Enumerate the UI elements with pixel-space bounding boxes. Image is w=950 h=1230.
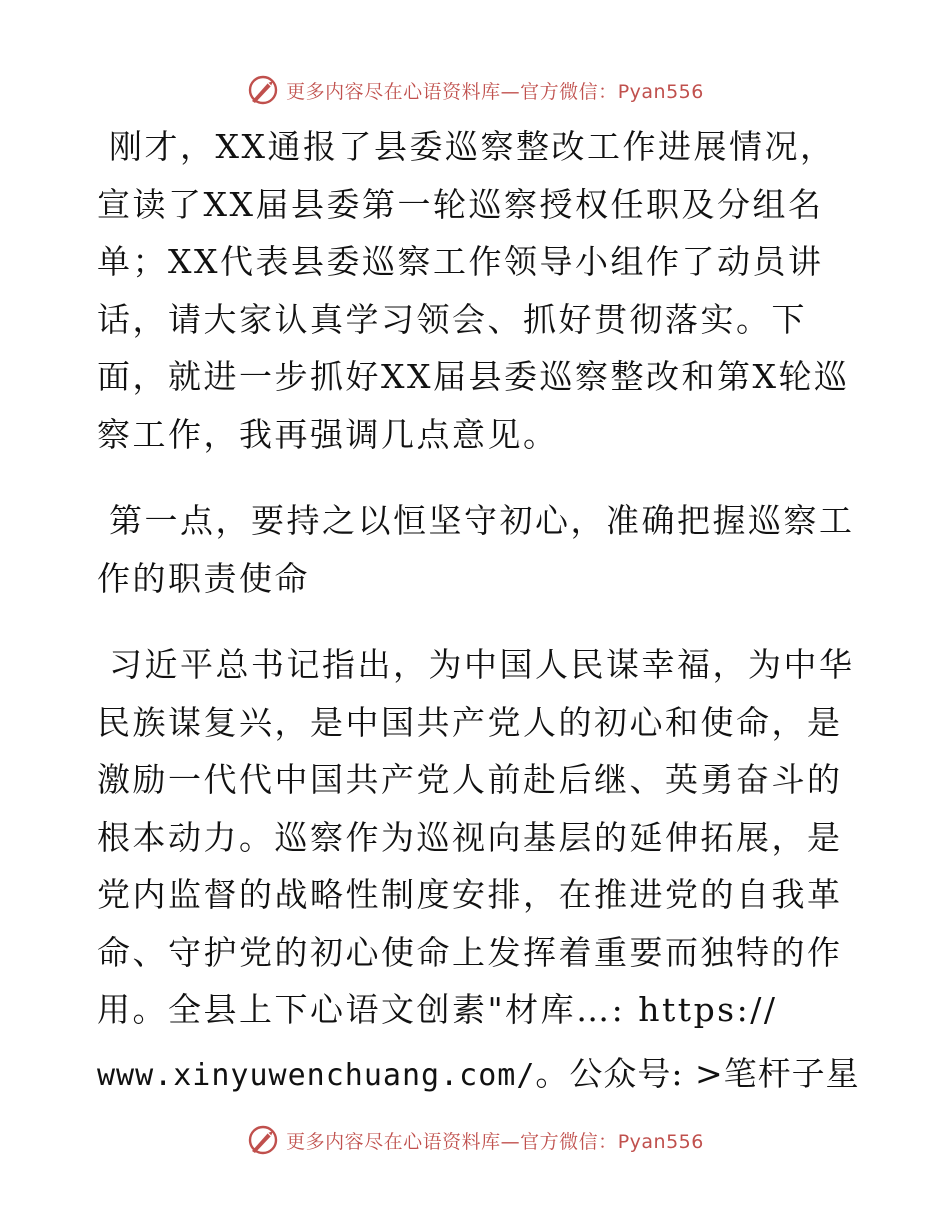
url-suffix: 。公众号: >笔杆子星 <box>535 1053 860 1093</box>
banner-account: Pyan556 <box>617 1130 704 1153</box>
paragraph-body: 习近平总书记指出，为中国人民谋幸福，为中华民族谋复兴，是中国共产党人的初心和使命，是激励一代代中国共产党人前赴后继、英勇奋斗的根本动力。巡察作为巡视向基层的延伸拓展，是党内监督的战略性制度安排，在推进党的自我革命、守护党的初心使命上发挥着重要而独特的作用。全县上下心语文创素"材库…: https:// <box>97 645 855 1029</box>
banner-main-text: 更多内容尽在心语资料库 <box>286 80 501 103</box>
section-heading-1: 第一点，要持之以恒坚守初心，准确把握巡察工作的职责使命 <box>97 501 855 598</box>
website-url: www.xinyuwenchuang.com/ <box>97 1057 536 1093</box>
banner-dash: — <box>500 80 521 103</box>
banner-account: Pyan556 <box>617 80 704 103</box>
footer-watermark-banner <box>0 1120 950 1160</box>
banner-wechat-label: 官方微信： <box>520 1130 618 1153</box>
banner-text <box>286 1127 704 1154</box>
banner-main-text: 更多内容尽在心语资料库 <box>286 1130 501 1153</box>
banner-wechat-label: 官方微信： <box>520 80 618 103</box>
paragraph-intro: 刚才，XX通报了县委巡察整改工作进展情况，宣读了XX届县委第一轮巡察授权任职及分组名单；XX代表县委巡察工作领导小组作了动员讲话，请大家认真学习领会、抓好贯彻落实。下面，就进一步抓好XX届县委巡察整改和第X轮巡察工作，我再强调几点意见。 <box>97 127 850 454</box>
banner-dash: — <box>500 1130 521 1153</box>
quill-pen-circle-icon <box>246 1123 280 1157</box>
header-watermark-banner <box>0 70 950 110</box>
document-body <box>97 118 860 1111</box>
banner-text <box>286 77 704 104</box>
quill-pen-circle-icon <box>246 73 280 107</box>
url-line <box>97 1039 860 1111</box>
